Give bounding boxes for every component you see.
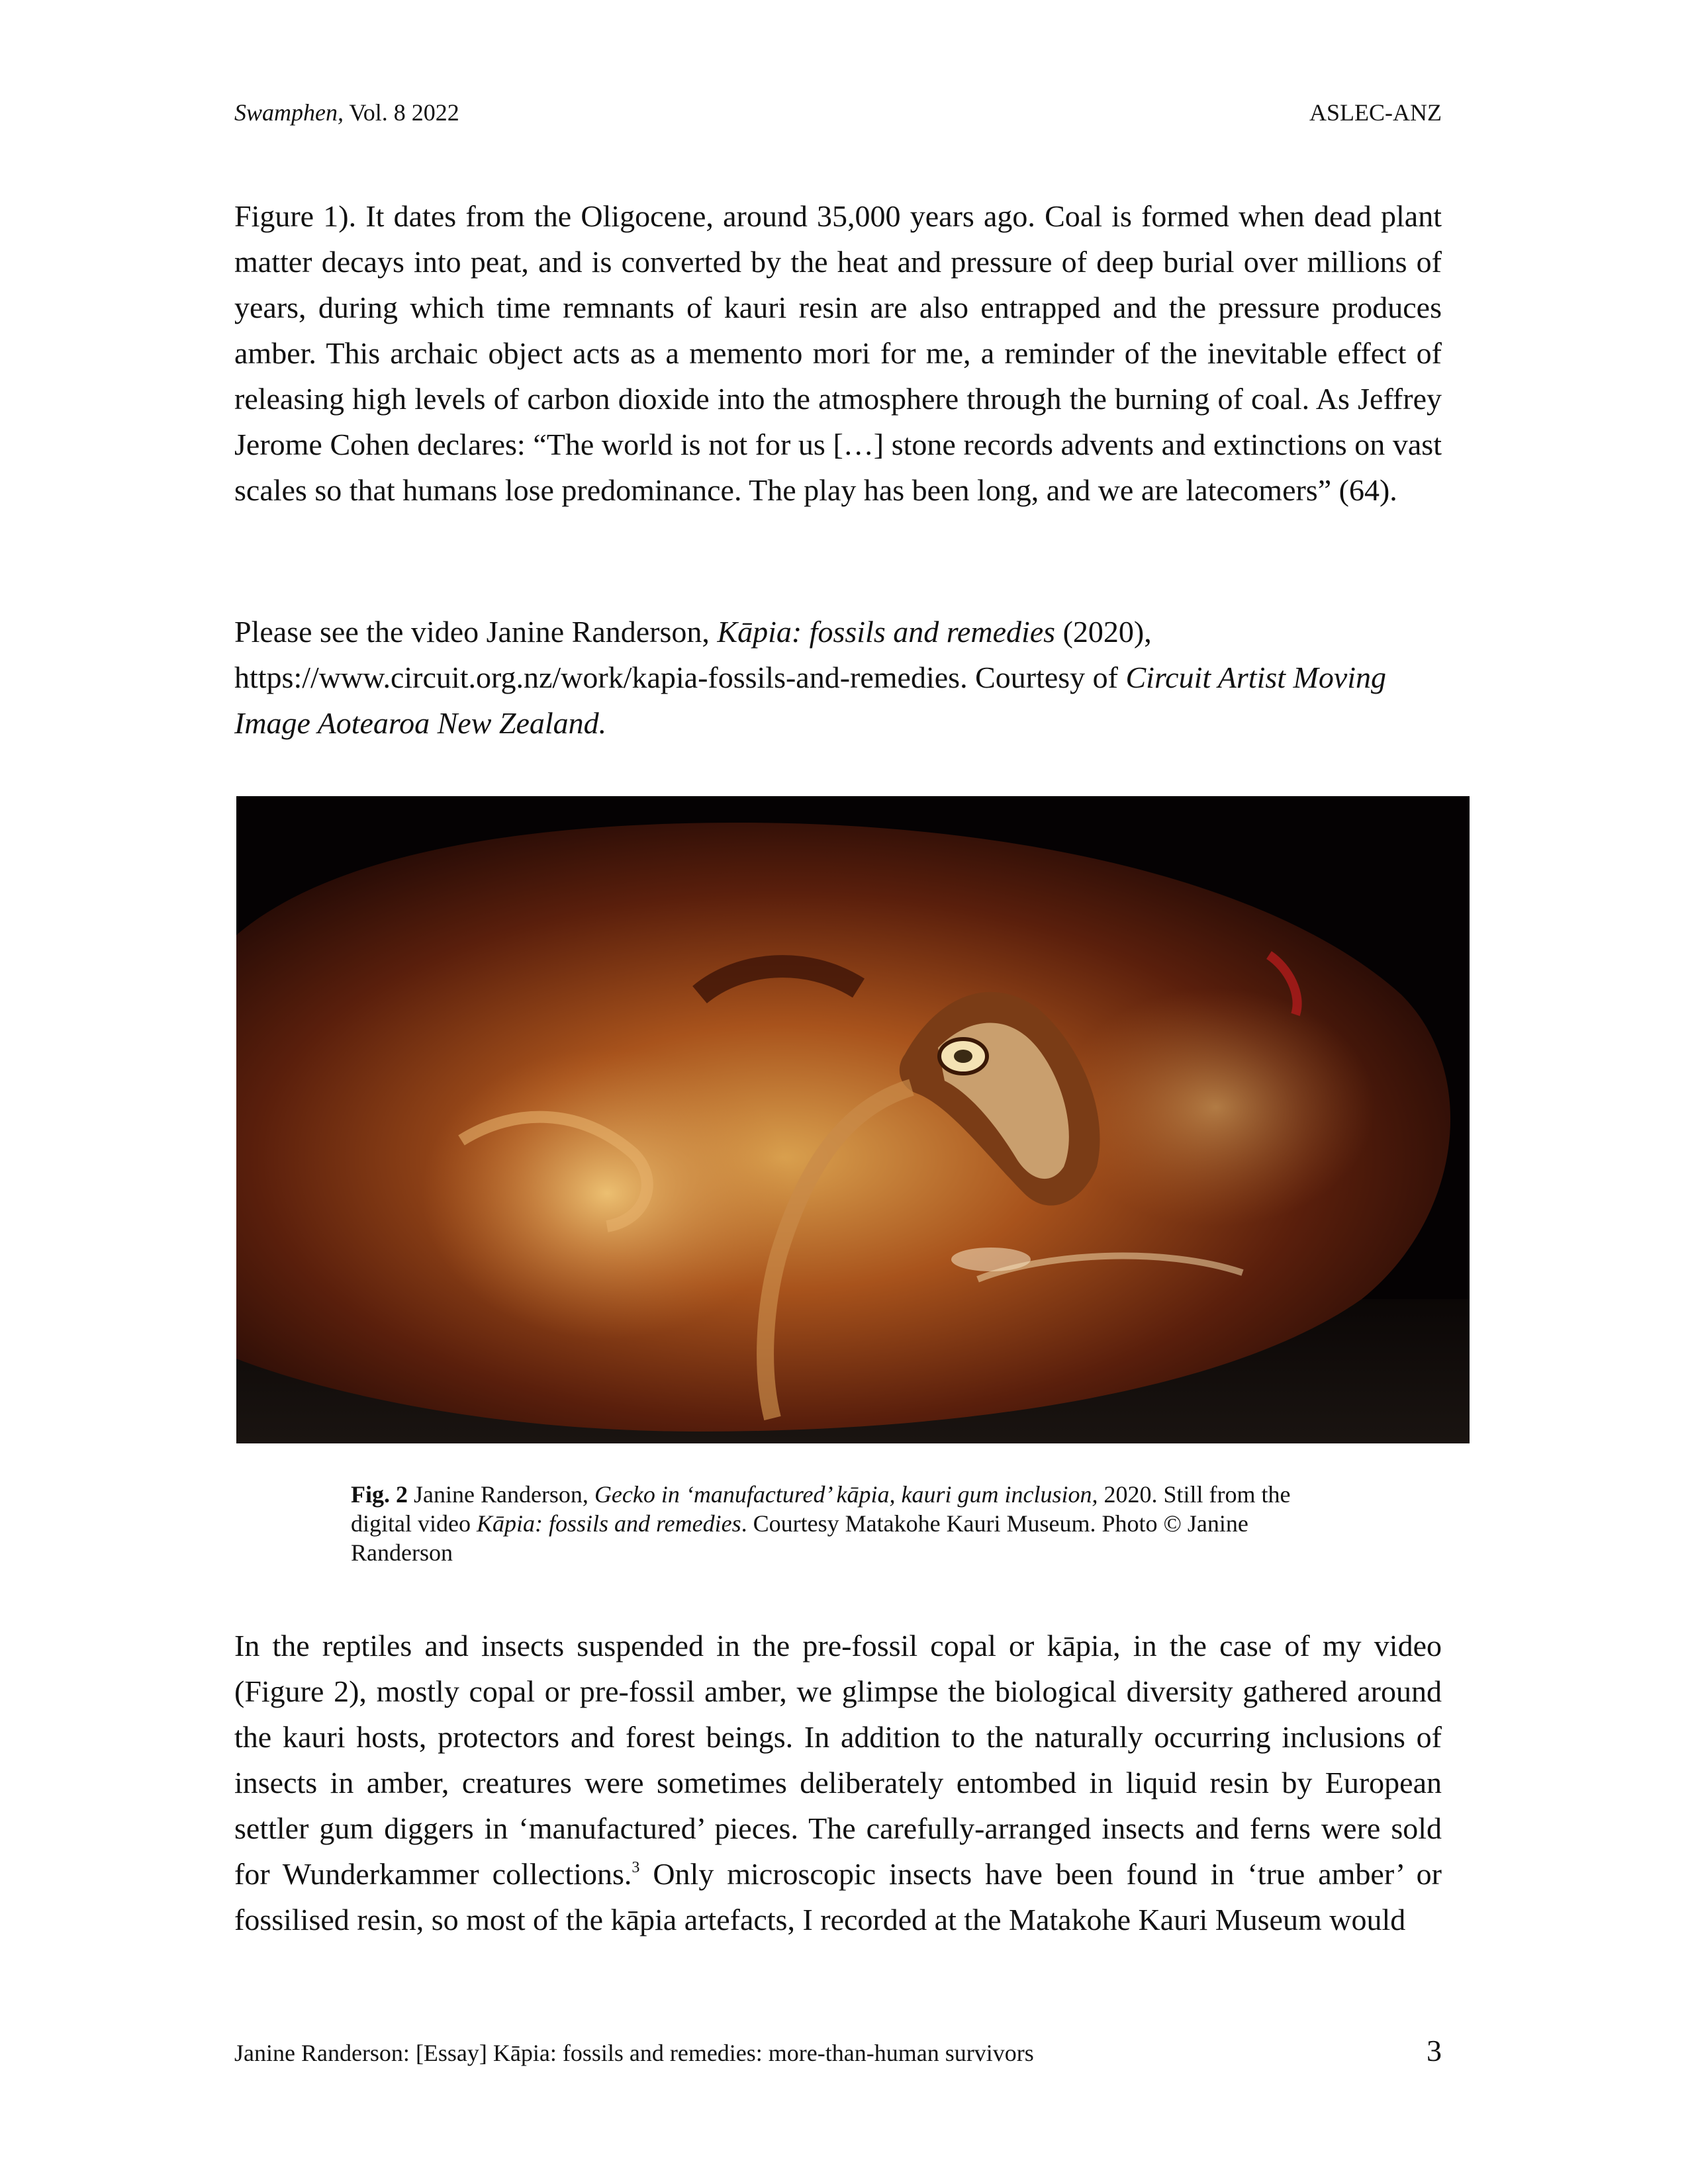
artwork-title: Gecko in ‘manufactured’ kāpia, kauri gum inclusion, xyxy=(594,1481,1098,1508)
footnote-marker[interactable]: 3 xyxy=(632,1859,640,1876)
gecko-in-amber-photo xyxy=(236,796,1470,1443)
para2-text-2: (2020), https://www.circuit.org.nz/work/kapia-fossils-and-remedies. Courtesy of xyxy=(234,615,1152,694)
para3-text-2: Only microscopic insects have been found in ‘true amber’ or fossilised resin, so most of the kāpia artefacts, I recorded at the Matakohe Kauri Museum would xyxy=(234,1857,1442,1936)
figure-caption xyxy=(351,1480,1344,1567)
journal-name: Swamphen, xyxy=(234,99,344,126)
caption-text-1: Janine Randerson, xyxy=(408,1481,594,1508)
video-credit: Circuit Artist Moving Image Aotearoa New Zealand. xyxy=(234,660,1387,740)
running-footer xyxy=(234,2033,1442,2068)
figure-label: Fig. 2 xyxy=(351,1481,408,1508)
video-title: Kāpia: fossils and remedies xyxy=(717,615,1056,649)
caption-text-3: . Courtesy Matakohe Kauri Museum. Photo © Janine Randerson xyxy=(351,1510,1248,1566)
body-paragraph-1: Figure 1). It dates from the Oligocene, around 35,000 years ago. Coal is formed when dead plant matter decays into peat, and is converted by the heat and pressure of deep burial over millions of years, during which time remnants of kauri resin are also entrapped and the pressure produces amber. This archaic object acts as a memento mori for me, a reminder of the inevitable effect of releasing high levels of carbon dioxide into the atmosphere through the burning of coal. As Jeffrey Jerome Cohen declares: “The world is not for us […] stone records advents and extinctions on vast scales so that humans lose predominance. The play has been long, and we are latecomers” (64). xyxy=(234,199,1442,507)
journal-info xyxy=(234,98,459,127)
caption-video-title: Kāpia: fossils and remedies xyxy=(476,1510,741,1537)
para2-text-1: Please see the video Janine Randerson, xyxy=(234,615,718,649)
journal-volume: Vol. 8 2022 xyxy=(344,99,459,126)
para3-text-1: In the reptiles and insects suspended in the pre-fossil copal or kāpia, in the case of my video (Figure 2), mostly copal or pre-fossil amber, we glimpse the biological diversity gathered around the kauri hosts, protectors and forest beings. In addition to the naturally occurring inclusions of insects in amber, creatures were sometimes deliberately entombed in liquid resin by European settler gum diggers in ‘manufactured’ pieces. The carefully-arranged insects and ferns were sold for Wunderkammer collections. xyxy=(234,1629,1442,1891)
body-paragraph-2 xyxy=(234,609,1442,746)
header-org: ASLEC-ANZ xyxy=(1309,99,1442,126)
amber-illustration xyxy=(236,796,1470,1443)
body-paragraph-3 xyxy=(234,1623,1442,1942)
footer-title: Janine Randerson: [Essay] Kāpia: fossils and remedies: more-than-human survivors xyxy=(234,2040,1034,2066)
page-number: 3 xyxy=(1427,2034,1442,2068)
caption-text-2: 2020. Still from the digital video xyxy=(351,1481,1291,1537)
running-header xyxy=(234,98,1442,127)
